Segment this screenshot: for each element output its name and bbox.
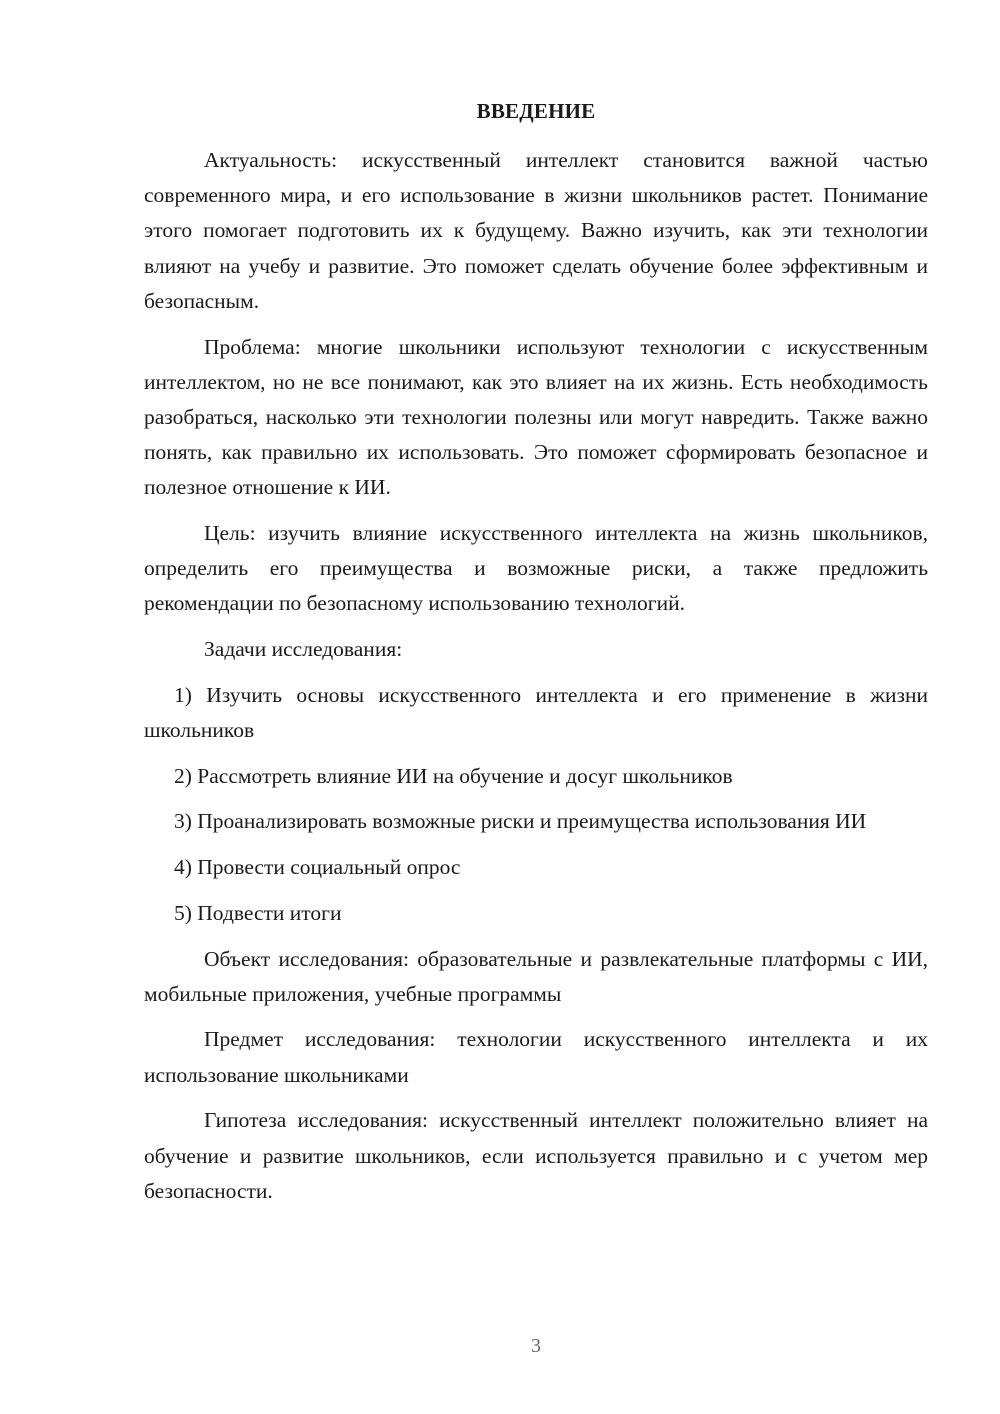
paragraph-tasks-heading: Задачи исследования: — [204, 637, 403, 662]
task-item-5: 5) Подвести итоги — [174, 900, 342, 925]
document-page — [144, 0, 928, 1414]
task-item-2: 2) Рассмотреть влияние ИИ на обучение и досуг школьников — [174, 763, 733, 788]
paragraph-goal: Цель: изучить влияние искусственного интеллекта на жизнь школьников, определить его преимущества и возможные риски, а также предложить рекомендации по безопасному использованию технологий. — [144, 521, 928, 616]
section-title: ВВЕДЕНИЕ — [476, 99, 596, 123]
page-number: 3 — [531, 1335, 541, 1357]
document-body — [144, 143, 928, 1219]
task-item-4: 4) Провести социальный опрос — [174, 855, 461, 880]
paragraph-object: Объект исследования: образовательные и развлекательные платформы с ИИ, мобильные приложения, учебные программы — [144, 946, 928, 1006]
paragraph-subject: Предмет исследования: технологии искусственного интеллекта и их использование школьниками — [144, 1027, 928, 1087]
paragraph-relevance: Актуальность: искусственный интеллект становится важной частью современного мира, и его использование в жизни школьников растет. Понимание этого помогает подготовить их к будущему. Важно изучить, как эти технологии влияют на учебу и развитие. Это поможет сделать обучение более эффективным и безопасным. — [144, 148, 928, 313]
task-item-3: 3) Проанализировать возможные риски и преимущества использования ИИ — [174, 809, 867, 834]
paragraph-hypothesis: Гипотеза исследования: искусственный интеллект положительно влияет на обучение и развитие школьников, если используется правильно и с учетом мер безопасности. — [144, 1108, 928, 1203]
paragraph-problem: Проблема: многие школьники используют технологии с искусственным интеллектом, но не все понимают, как это влияет на их жизнь. Есть необходимость разобраться, насколько эти технологии полезны или могут навредить. Также важно понять, как правильно их использовать. Это поможет сформировать безопасное и полезное отношение к ИИ. — [144, 334, 928, 500]
task-item-1: 1) Изучить основы искусственного интеллекта и его применение в жизни школьников — [144, 682, 928, 743]
